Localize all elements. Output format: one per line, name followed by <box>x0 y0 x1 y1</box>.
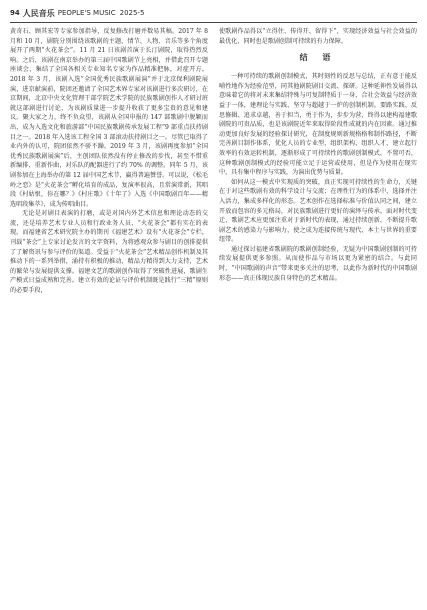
section-heading: 结 语 <box>299 53 337 63</box>
running-header <box>10 6 417 20</box>
page-number: 94 <box>10 9 20 17</box>
body-paragraph: 黄奇石、顾其宏等专家参加指导，反复修改打磨并数易其稿。2017 年 8 月和 10 月，剧院分别围绕该歌剧的主题、情节、人物、音乐等多个角度展开了两期“火花茶会”。11 月 21 日该剧首演于长汀剧院，取得热烈反响。之后，该剧在南京举办的第三届中国歌剧节上亮相，并借此召开专题座谈会，集结了全国各相关专业知名专家为作品精准把脉，对症开方。2018 年 3 月，该剧入选“全国优秀民族歌剧展演”并于北京保利剧院展演，进京献演前，院团还邀请了全国艺术界专家对该剧进行多次研讨，在京期间，北京中央文化管理干部学院艺术学院的民族歌剧创作人才研讨班就这部剧进行讨论，为该剧质量进一步提升收获了更多宝贵的意见和建议。聚大家之力，终不负众望，该剧从全国申报的 147 部歌剧中脱颖而出，成为入选文化和旅游部“中国民族歌剧传承发展工程”9 部重点扶持剧目之一。2018 年入选该工程全国 3 部滚动扶持剧目之一。尽管已取得了业内外的认可，院团依然不骄不躁。2019 年 3 月，该剧再度参加“全国优秀民族歌剧展演”后，主创团队依然没有停止修改的步伐，甚至不惜重新编排、重新作曲，对乐队的配器进行了约 70% 的调整。同年 5 月，该剧参加在上海举办的第 12 届中国艺术节，赢得普遍赞誉。可以说，《松毛岭之恋》是“火花茶会”孵化培育的成品，复演率很高，且常演常新，其唱段《村姑恨，你在哪？》《村庄歌》《十年了》入选《中国歌剧百年——精选唱段集萃》，成为传唱曲目。 <box>10 28 208 208</box>
body-paragraph: 如何从这一模式中实现质的突破，真正实现可持续性的生命力，关键在于对这些歌剧有效的科学设计与交流；在理性行为的体系中，选择并注入活力，集成多样化的形态。艺术创作在选择标准与价值认同之间，建立开放而包容的多元格局，对民族歌剧进行更好的演绎与传承。面对时代变迁，歌剧艺术应更加注重对于新时代的表现，通过持续创新，不断提升歌剧艺术的感染力与影响力，使之成为连接传统与现代、本土与世界的重要纽带。 <box>219 178 417 244</box>
journal-title-cn: 人民音乐 <box>22 8 55 18</box>
journal-title-en: PEOPLE'S MUSIC <box>57 9 116 17</box>
issue-number: 2025-5 <box>119 9 145 17</box>
header-rule <box>10 22 417 23</box>
body-paragraph: 通过探讨福建省歌剧院的歌剧创制经验，无疑为中国歌剧创制的可持续发展提供更多参照。从而使作品与市场以更为紧密的结合。与此同时，“中国歌剧的声音”带来更多关注的思考，以此作为新时代的中国歌剧形态——真正体现民族自身特色的艺术精品。 <box>219 245 417 282</box>
right-column <box>219 27 417 283</box>
body-paragraph: 使歌剧作品得以“立得住、传得开、留得下”，实现经济效益与社会效益的最优化，同时也是歌剧创制可持续的有力保障。 <box>219 28 417 45</box>
body-paragraph: 一种可持续的歌剧创制模式，其时刻性的反思与总结，正有意于能反哺性地作为经验范型，同其他剧院剧目交流、探研。这种延伸性发展得以意味着它的将对未来集结特殊与可复制特质于一身，合社会效益与经济效益于一体，建理论与实践、坚守与超越于一炉的创制机制。要路实践、反思修辑、追求卓越，善于担当，勇于作为，步步为营，终得以建构福建歌剧院的可贵品质，也是该剧院近年来取得阶段性成就的内在因素。通过推动更加良好发展的经验探讨研究，在制度规则新规格格和制作路径，不断完善剧目制作体系，优化人员的专业型、组织架构、组织人才，建立起行效率的有效运转机制，逐渐形成了可持续性的歌剧创制模式。不置可否，这种歌剧创制模式的经验可能立足于运营或使用，但是作为使用在现实中，具有集中程序与实践，为演出优势与质量。 <box>219 73 417 177</box>
body-paragraph: 无论是对剧目表演的打磨，或是对国内外艺术信息和理论动态的交流，还是培养艺术专业人员和行政业务人员，“火花茶会”都有实在的表现。而福建省艺术研究院主办的期刊《福建艺术》设有“火花茶会”专栏，刊载“茶会”上专家讨论发言的文字资料，为将感观众参与剧目的创排提供了了解资讯与参与评价的渠道。受益于“火花茶会”艺术精品创作机制及其推动下的一系列举措，涌持有积极的推动，精品力精得到大力支持，艺术的繁荣与发展提供支撑。福建文艺的歌剧创作取得了突破性进展，歌剧生产模式日益成熟和完善。建立有效的论证与评价机制既是践行“三精”原则的必要手段， <box>10 210 208 295</box>
left-column <box>10 27 208 296</box>
